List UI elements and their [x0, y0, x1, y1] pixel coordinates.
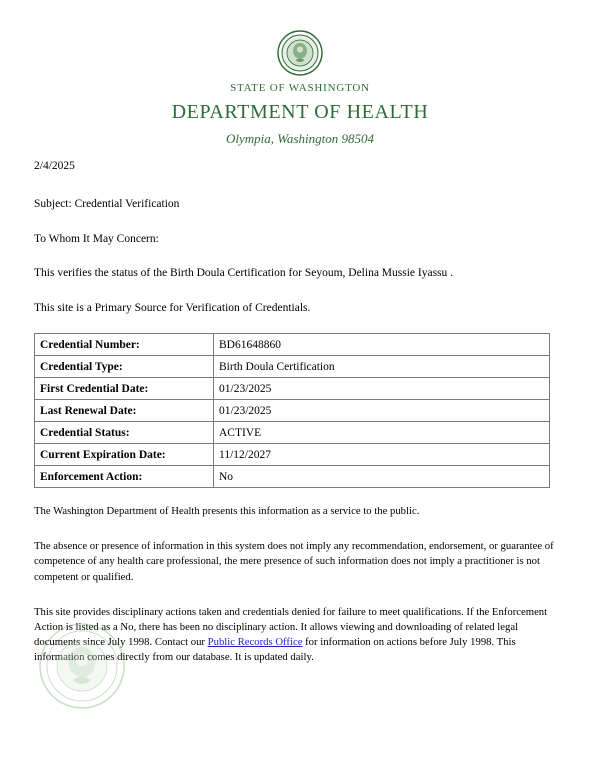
state-line: STATE OF WASHINGTON: [230, 82, 370, 94]
state-seal-watermark-icon: [38, 622, 126, 710]
credential-number-label: Credential Number:: [35, 334, 214, 356]
first-credential-date-label: First Credential Date:: [35, 378, 214, 400]
credential-type-label: Credential Type:: [35, 356, 214, 378]
current-expiration-date-label: Current Expiration Date:: [35, 444, 214, 466]
primary-source-statement: This site is a Primary Source for Verification of Credentials.: [34, 301, 311, 314]
first-credential-date-value: 01/23/2025: [214, 378, 550, 400]
table-row: [35, 422, 550, 444]
letter-date: 2/4/2025: [34, 160, 75, 172]
absence-disclaimer: The absence or presence of information in this system does not imply any recommendation, endorsement, or guarantee of competence of any health care professional, the mere presence of such information does not imply a practitioner is not competent or qualified.: [34, 540, 554, 583]
enforcement-action-value: No: [214, 466, 550, 488]
table-row: [35, 400, 550, 422]
disciplinary-text-part2: for information on actions before July 1998. This information comes directly from our database. It is updated daily.: [34, 636, 516, 664]
letter-subject: Subject: Credential Verification: [34, 198, 180, 210]
service-statement: The Washington Department of Health presents this information as a service to the public.: [34, 505, 420, 518]
verification-statement: This verifies the status of the Birth Doula Certification for Seyoum, Delina Mussie Iyassu .: [34, 267, 454, 280]
state-seal-icon: [277, 30, 323, 76]
last-renewal-date-value: 01/23/2025: [214, 400, 550, 422]
enforcement-action-label: Enforcement Action:: [35, 466, 214, 488]
table-row: [35, 334, 550, 356]
letterhead: [0, 0, 600, 147]
table-row: [35, 356, 550, 378]
table-row: [35, 466, 550, 488]
letter-salutation: To Whom It May Concern:: [34, 232, 159, 245]
credential-number-value: BD61648860: [214, 334, 550, 356]
disciplinary-text-part1: This site provides disciplinary actions taken and credentials denied for failure to meet qualifications. If the Enforcement Action is listed as a No, there has been no disciplinary action. It allows viewing and downloading of related legal documents since July 1998. Contact our: [34, 605, 548, 649]
table-row: [35, 444, 550, 466]
city-line: Olympia, Washington 98504: [226, 131, 374, 146]
credential-status-label: Credential Status:: [35, 422, 214, 444]
credential-status-value: ACTIVE: [214, 422, 550, 444]
table-row: [35, 378, 550, 400]
credential-table: [34, 333, 550, 488]
last-renewal-date-label: Last Renewal Date:: [35, 400, 214, 422]
public-records-office-link[interactable]: Public Records Office: [207, 636, 303, 649]
credential-type-value: Birth Doula Certification: [214, 356, 550, 378]
current-expiration-date-value: 11/12/2027: [214, 444, 550, 466]
letter-body: [34, 160, 566, 682]
department-title: DEPARTMENT OF HEALTH: [171, 101, 429, 123]
